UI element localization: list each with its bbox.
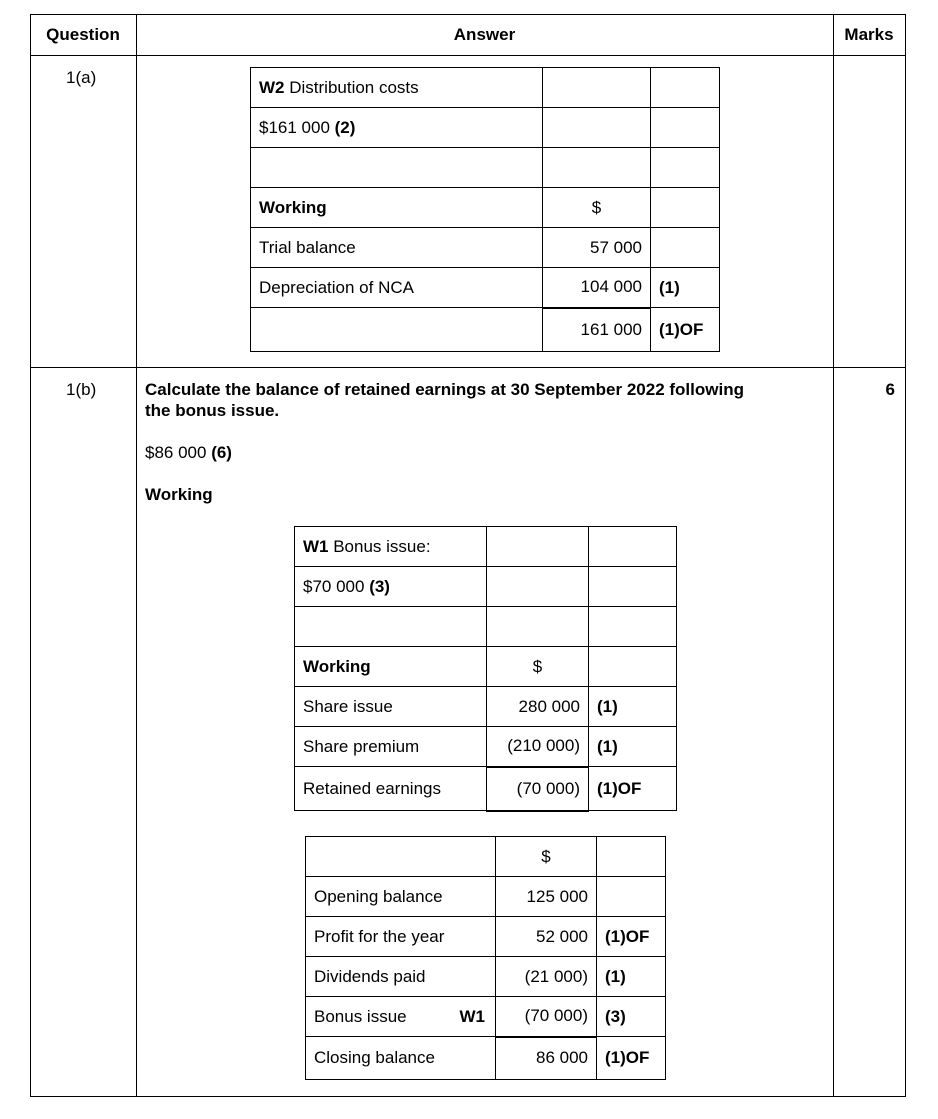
re-currency: $ (496, 837, 597, 877)
marks-value: 6 (885, 380, 895, 399)
column-header-question: Question (46, 25, 120, 44)
w1-answer: $70 000 (3) (295, 567, 487, 607)
table-row: Trial balance 57 000 (251, 228, 720, 268)
w2-currency: $ (543, 188, 651, 228)
table-row: 161 000 (1)OF (251, 308, 720, 352)
reference-w1: W1 (459, 1006, 485, 1026)
table-row: Opening balance 125 000 (306, 877, 666, 917)
column-header-marks: Marks (844, 25, 894, 44)
table-row: Share premium (210 000) (1) (295, 727, 677, 767)
table-row: Retained earnings (70 000) (1)OF (295, 767, 677, 811)
question-number: 1(a) (66, 68, 97, 87)
table-row: Dividends paid (21 000) (1) (306, 957, 666, 997)
grid-line (30, 55, 906, 56)
w2-table (250, 67, 720, 352)
table-row: Bonus issue W1 (70 000) (3) (306, 997, 666, 1037)
w1-currency: $ (487, 647, 589, 687)
column-header-answer: Answer (453, 25, 516, 44)
grid-line (30, 14, 31, 1097)
w2-title: W2 Distribution costs (251, 68, 543, 108)
re-total: 86 000 (496, 1037, 597, 1080)
w1-working-label: Working (295, 647, 487, 687)
table-row: Closing balance 86 000 (1)OF (306, 1037, 666, 1080)
w2-working-label: Working (251, 188, 543, 228)
grid-line (833, 14, 834, 1097)
table-row: Depreciation of NCA 104 000 (1) (251, 268, 720, 308)
grid-line (136, 14, 137, 1097)
w1-title: W1 Bonus issue: (295, 527, 487, 567)
w1-table (294, 526, 677, 812)
w1-total: (70 000) (487, 767, 589, 811)
final-answer: $86 000 (6) (145, 443, 232, 462)
grid-line (30, 367, 906, 368)
question-text: the bonus issue. (145, 401, 280, 420)
w2-total: 161 000 (543, 308, 651, 352)
table-row: Profit for the year 52 000 (1)OF (306, 917, 666, 957)
working-heading: Working (145, 485, 213, 504)
question-text: Calculate the balance of retained earnings at 30 September 2022 following (145, 380, 744, 399)
grid-line (30, 14, 906, 15)
w2-answer: $161 000 (2) (251, 108, 543, 148)
retained-earnings-table (305, 836, 666, 1080)
grid-line (30, 1096, 906, 1097)
grid-line (905, 14, 906, 1097)
question-number: 1(b) (66, 380, 97, 399)
table-row: Share issue 280 000 (1) (295, 687, 677, 727)
